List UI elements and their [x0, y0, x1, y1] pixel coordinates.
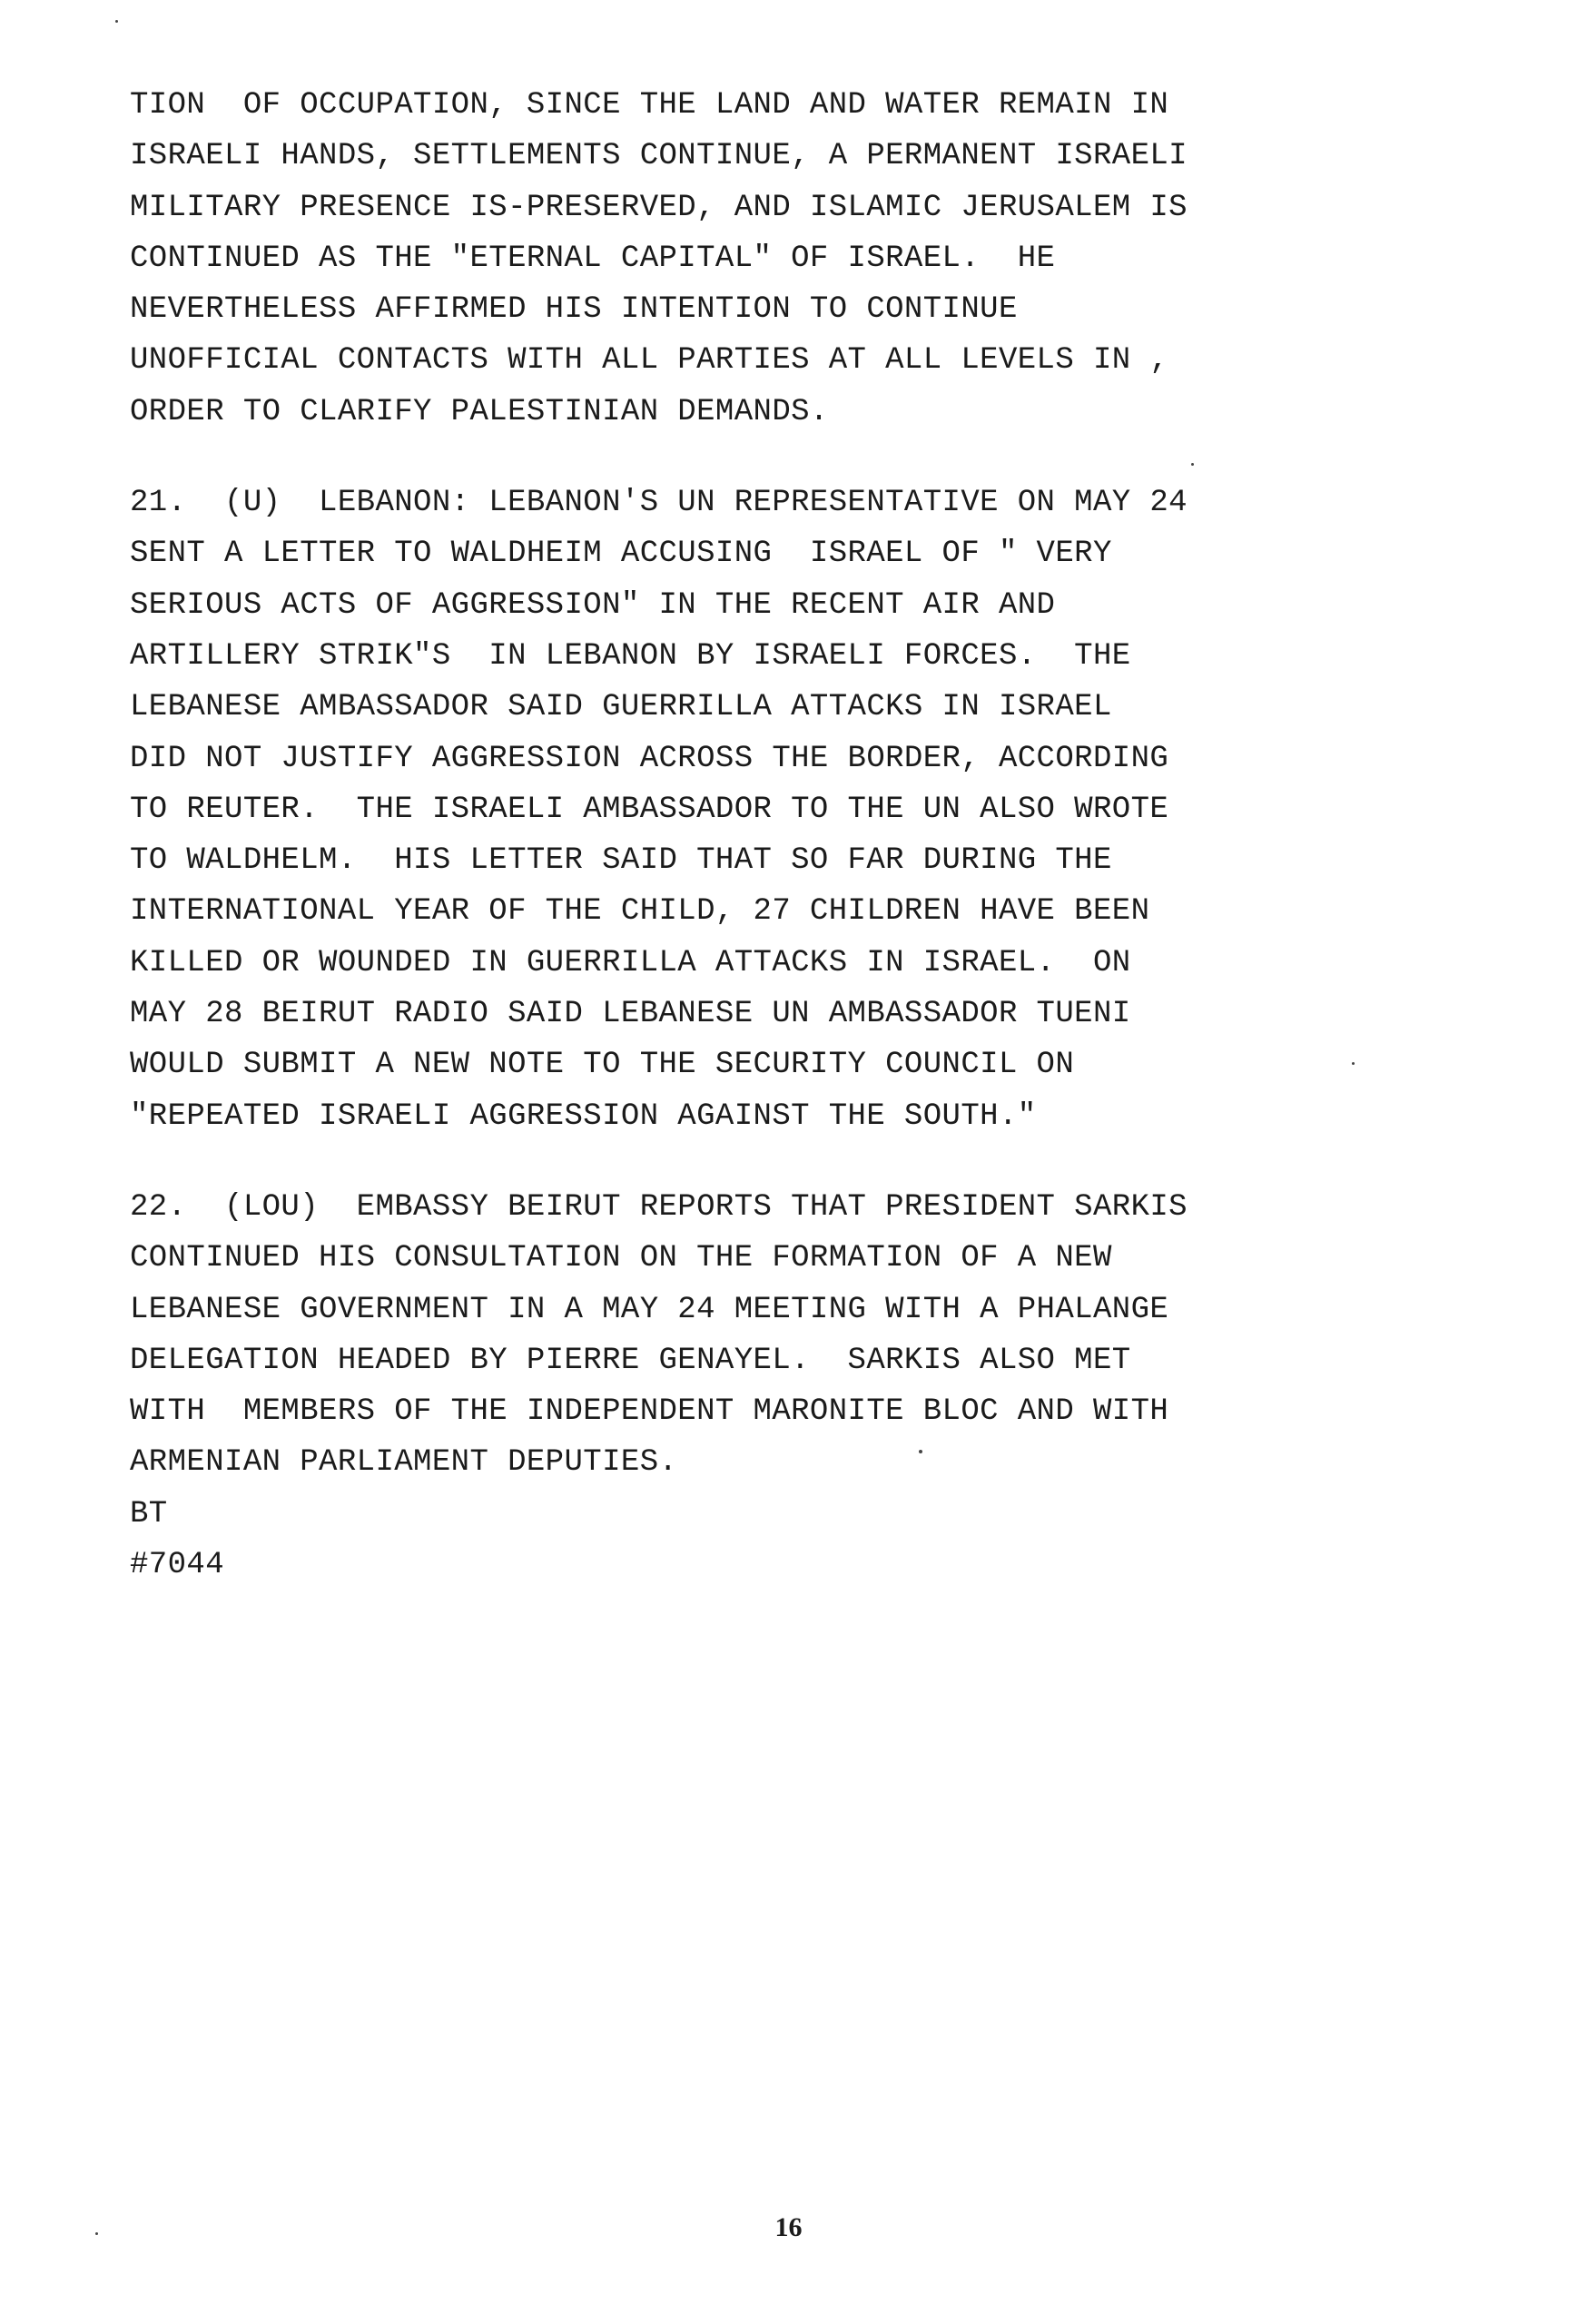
text-line: WOULD SUBMIT A NEW NOTE TO THE SECURITY COUNCIL ON: [130, 1048, 1075, 1083]
text-line: CONTINUED AS THE "ETERNAL CAPITAL" OF ISRAEL. HE: [130, 241, 1056, 276]
text-line: LEBANESE AMBASSADOR SAID GUERRILLA ATTACKS IN ISRAEL: [130, 690, 1112, 725]
message-number: #7044: [130, 1548, 225, 1583]
text-line: CONTINUED HIS CONSULTATION ON THE FORMATION OF A NEW: [130, 1241, 1112, 1276]
text-line: DELEGATION HEADED BY PIERRE GENAYEL. SARKIS ALSO MET: [130, 1343, 1131, 1378]
text-line: TO REUTER. THE ISRAELI AMBASSADOR TO THE UN ALSO WROTE: [130, 792, 1169, 827]
scan-speck: [1352, 1062, 1355, 1065]
text-line: NEVERTHELESS AFFIRMED HIS INTENTION TO CONTINUE: [130, 292, 1018, 328]
page-number: 16: [774, 2212, 803, 2242]
text-line: INTERNATIONAL YEAR OF THE CHILD, 27 CHILDREN HAVE BEEN: [130, 894, 1150, 930]
text-line: DID NOT JUSTIFY AGGRESSION ACROSS THE BORDER, ACCORDING: [130, 741, 1169, 776]
document-body: [130, 80, 1455, 1590]
text-line: LEBANESE GOVERNMENT IN A MAY 24 MEETING WITH A PHALANGE: [130, 1292, 1169, 1327]
scan-speck: [95, 2232, 98, 2235]
text-line: 22. (LOU) EMBASSY BEIRUT REPORTS THAT PRESIDENT SARKIS: [130, 1189, 1188, 1225]
text-line: "REPEATED ISRAELI AGGRESSION AGAINST THE SOUTH.": [130, 1098, 1037, 1134]
paragraph-22-sarkis: [130, 1182, 1455, 1489]
text-line: ARTILLERY STRIK"S IN LEBANON BY ISRAELI FORCES. THE: [130, 638, 1131, 674]
text-line: SERIOUS ACTS OF AGGRESSION" IN THE RECENT AIR AND: [130, 587, 1056, 623]
scan-speck: [919, 1450, 922, 1453]
text-line: SENT A LETTER TO WALDHEIM ACCUSING ISRAEL OF " VERY: [130, 537, 1112, 572]
text-line: ISRAELI HANDS, SETTLEMENTS CONTINUE, A PERMANENT ISRAELI: [130, 139, 1188, 174]
scan-speck: [115, 20, 118, 23]
text-line: MAY 28 BEIRUT RADIO SAID LEBANESE UN AMBASSADOR TUENI: [130, 997, 1131, 1032]
text-line: KILLED OR WOUNDED IN GUERRILLA ATTACKS IN ISRAEL. ON: [130, 945, 1131, 980]
text-line: ORDER TO CLARIFY PALESTINIAN DEMANDS.: [130, 394, 829, 429]
message-closing: [130, 1489, 1455, 1591]
text-line: TION OF OCCUPATION, SINCE THE LAND AND WATER REMAIN IN: [130, 88, 1169, 123]
paragraph-21-lebanon: [130, 478, 1455, 1142]
text-line: 21. (U) LEBANON: LEBANON'S UN REPRESENTATIVE ON MAY 24: [130, 486, 1188, 521]
scan-speck: [1191, 463, 1194, 466]
paragraph-continuation: [130, 80, 1455, 438]
text-line: WITH MEMBERS OF THE INDEPENDENT MARONITE BLOC AND WITH: [130, 1394, 1169, 1430]
text-line: TO WALDHELM. HIS LETTER SAID THAT SO FAR DURING THE: [130, 843, 1112, 879]
text-line: MILITARY PRESENCE IS-PRESERVED, AND ISLAMIC JERUSALEM IS: [130, 190, 1188, 225]
text-line: UNOFFICIAL CONTACTS WITH ALL PARTIES AT ALL LEVELS IN ,: [130, 343, 1169, 379]
bt-marker: BT: [130, 1496, 168, 1531]
text-line: ARMENIAN PARLIAMENT DEPUTIES.: [130, 1445, 678, 1481]
